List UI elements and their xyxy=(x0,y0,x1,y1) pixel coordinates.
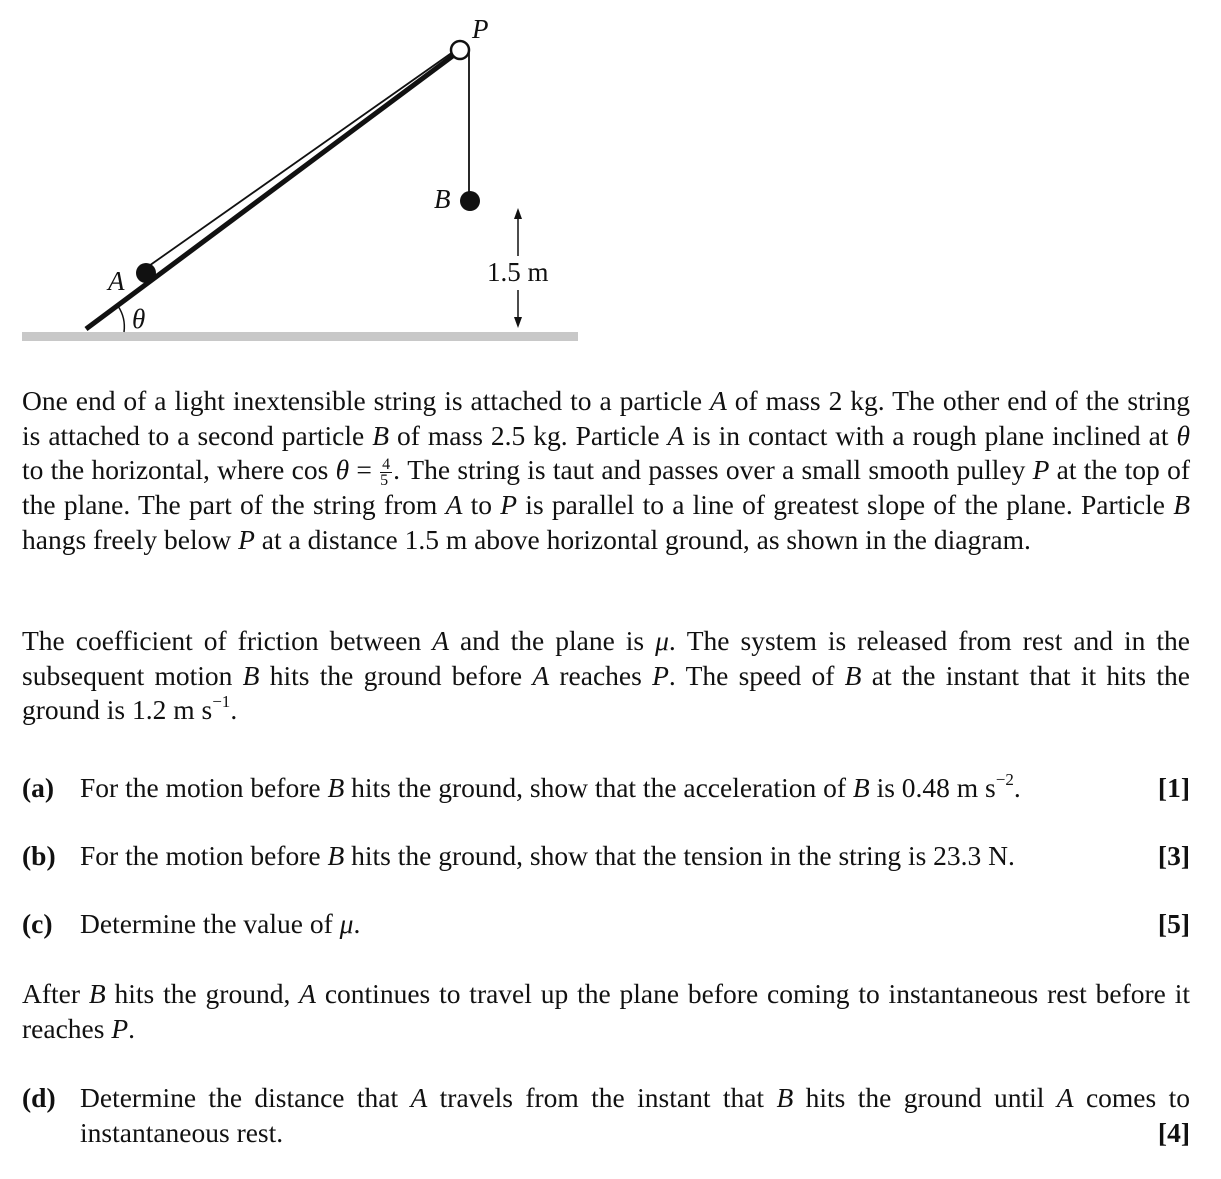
question-d-marks: [4] xyxy=(1157,1117,1190,1148)
question-a-marks: [1] xyxy=(1157,772,1190,803)
question-d xyxy=(22,1081,1190,1151)
fraction-four-fifths: $\frac{4}{5}$ xyxy=(380,456,391,490)
label-theta: θ xyxy=(132,304,146,334)
question-d-label: (d) xyxy=(22,1082,56,1113)
inclined-plane-diagram xyxy=(0,0,600,350)
label-b: B xyxy=(434,184,451,214)
ground xyxy=(22,332,578,341)
particle-a xyxy=(136,263,156,283)
question-d-text: Determine the distance that A travels from the instant that B hits the ground until A comes to instantaneous rest. xyxy=(80,1082,1190,1148)
question-b-label: (b) xyxy=(22,840,56,871)
arrowhead-up xyxy=(514,208,522,219)
intro-paragraph-1: One end of a light inextensible string is attached to a particle A of mass 2 kg. The other end of the string is attached to a second particle B of mass 2.5 kg. Particle A is in contact with a rough plane inclined at θ to the horizontal, where cos θ = $\frac{4}{5}$ . The string is taut and passes over a small smooth pulley P at the top of the plane. The part of the string from A to P is parallel to a line of greatest slope of the plane. Particle B hangs freely below P at a distance 1.5 m above horizontal ground, as shown in the diagram. xyxy=(22,385,1190,555)
question-b-marks: [3] xyxy=(1157,840,1190,871)
particle-b xyxy=(460,191,480,211)
arrowhead-down xyxy=(514,317,522,328)
question-b-text: For the motion before B hits the ground, show that the tension in the string is 23.3 N. xyxy=(80,840,1015,871)
label-a: A xyxy=(108,266,125,296)
question-c-text: Determine the value of μ. xyxy=(80,908,361,939)
intro-paragraph-2: The coefficient of friction between A and the plane is μ. The system is released from rest and in the subsequent motion B hits the ground before A reaches P. The speed of B at the instant that it hits the ground is 1.2 m $s^{-1}$. xyxy=(22,625,1190,725)
angle-arc xyxy=(118,306,124,332)
question-a-text: For the motion before B hits the ground, show that the acceleration of B is 0.48 m $s^{-2}$. xyxy=(80,770,1021,803)
question-c-label: (c) xyxy=(22,908,53,939)
string-a-to-p xyxy=(146,47,460,268)
incline-plane xyxy=(86,55,454,329)
pulley-p xyxy=(451,41,469,59)
label-height: 1.5 m xyxy=(487,257,549,287)
question-a-label: (a) xyxy=(22,772,55,803)
label-p: P xyxy=(472,14,489,44)
question-c-marks: [5] xyxy=(1157,908,1190,939)
after-paragraph: After B hits the ground, A continues to travel up the plane before coming to instantaneous rest before it reaches P. xyxy=(22,978,1190,1044)
